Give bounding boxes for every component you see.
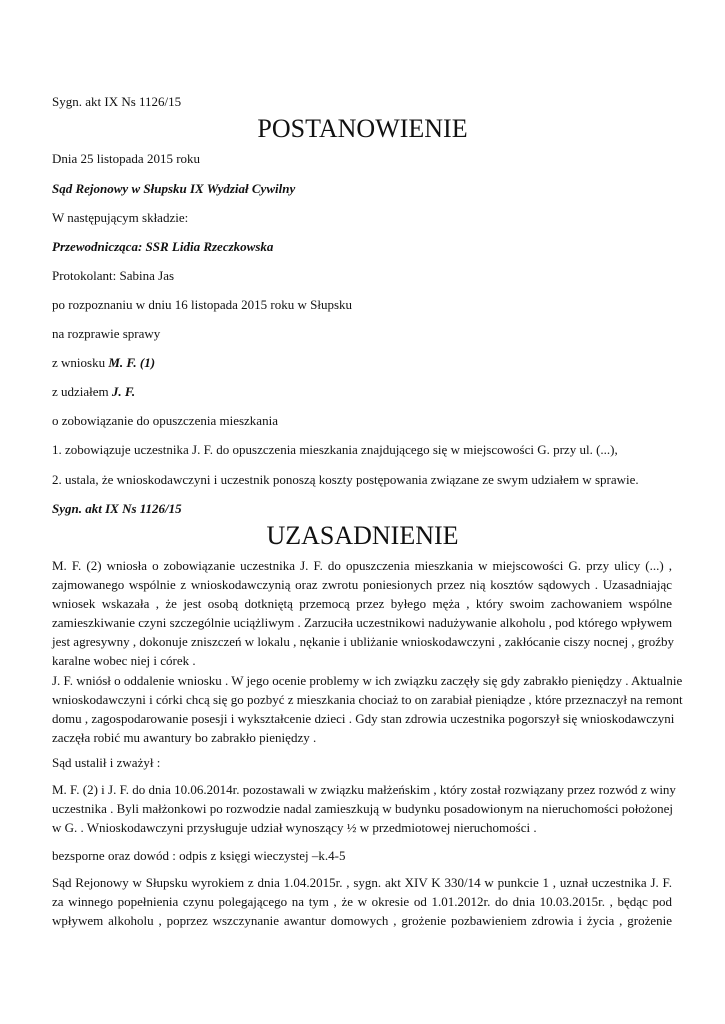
justification-paragraph-1 (52, 556, 672, 670)
paragraph-line: wnioskodawczyni i córki chcą się go pozbyć z mieszkania chociaż to on zarabiał pieniądze , które przeznaczył na remont (52, 692, 683, 707)
court-clerk: Protokolant: Sabina Jas (52, 268, 175, 283)
paragraph-line: uczestnika . Byli małżonkowi po rozwodzie nadal zamieszkują w budynku posadowionym na nieruchomości położonej (52, 801, 673, 816)
decision-date: Dnia 25 listopada 2015 roku (52, 151, 201, 166)
motion-party: M. F. (1) (108, 355, 156, 370)
paragraph-line: Sąd Rejonowy w Słupsku wyrokiem z dnia 1.04.2015r. , sygn. akt XIV K 330/14 w punkcie 1 , uznał uczestnika J. F. (52, 875, 672, 890)
trial-label: na rozprawie sprawy (52, 326, 161, 341)
motion-line (52, 355, 155, 371)
motion-prefix: z wniosku (52, 355, 109, 370)
hearing-info: po rozpoznaniu w dniu 16 listopada 2015 roku w Słupsku (52, 297, 353, 312)
paragraph-line: zajmowanego wspólnie z wnioskodawczynią oraz zwrotu poniesionych przez nią kosztów sądowych . Uzasadniając (52, 577, 672, 592)
paragraph-line: M. F. (2) wniosła o zobowiązanie uczestnika J. F. do opuszczenia mieszkania w miejscowości G. przy ulicy (...) , (52, 558, 672, 573)
document-title: POSTANOWIENIE (257, 114, 468, 143)
court-findings-label: Sąd ustalił i zważył : (52, 755, 161, 770)
paragraph-line: zamieszkiwanie czyni szczególnie uciążliwym . Zarzuciła uczestnikowi nadużywanie alkoholu , pod którego wpływem (52, 615, 673, 630)
paragraph-line: domu , zagospodarowanie posesji i wykształcenie dzieci . Gdy stan zdrowia uczestnika pogorszył się wnioskodawczyni (52, 711, 675, 726)
paragraph-line: M. F. (2) i J. F. do dnia 10.06.2014r. pozostawali w związku małżeńskim , który został rozwiązany przez rozwód z winy (52, 782, 676, 797)
court-name: Sąd Rejonowy w Słupsku IX Wydział Cywilny (52, 181, 296, 196)
ruling-item: 1. zobowiązuje uczestnika J. F. do opuszczenia mieszkania znajdującego się w miejscowości G. przy ul. (...), (52, 442, 618, 457)
justification-paragraph-4 (52, 780, 676, 837)
presiding-judge: Przewodnicząca: SSR Lidia Rzeczkowska (52, 239, 274, 254)
case-signature-top: Sygn. akt IX Ns 1126/15 (52, 94, 182, 109)
justification-title: UZASADNIENIE (266, 521, 459, 550)
paragraph-line: za winnego popełnienia czynu polegającego na tym , że w okresie od 1.01.2012r. do dnia 10.03.2015r. , będąc pod (52, 894, 672, 909)
paragraph-line: karalne wobec niej i córek . (52, 653, 196, 668)
ruling-item: 2. ustala, że wnioskodawczyni i uczestnik ponoszą koszty postępowania związane ze swym udziałem w sprawie. (52, 472, 639, 487)
participant-party: J. F. (111, 384, 136, 399)
justification-paragraph-6 (52, 873, 672, 930)
justification-paragraph-2 (52, 671, 683, 747)
paragraph-line: wniosek wskazała , że jest osobą dotkniętą przemocą przez byłego męża , który swoim zachowaniem wspólne (52, 596, 672, 611)
participant-prefix: z udziałem (52, 384, 112, 399)
composition-label: W następującym składzie: (52, 210, 189, 225)
case-subject: o zobowiązanie do opuszczenia mieszkania (52, 413, 278, 428)
paragraph-line: zaczęła robić mu awantury bo zabrakło pieniędzy . (52, 730, 317, 745)
case-signature-justification: Sygn. akt IX Ns 1126/15 (52, 501, 182, 516)
paragraph-line: wpływem alkoholu , poprzez wszczynanie awantur domowych , grożenie pozbawieniem zdrowia i życia , grożenie (52, 913, 672, 928)
participant-line (52, 384, 135, 400)
paragraph-line: w G. . Wnioskodawczyni przysługuje udział wynoszący ½ w przedmiotowej nieruchomości . (52, 820, 537, 835)
paragraph-line: jest agresywny , dokonuje zniszczeń w lokalu , nękanie i ubliżanie wnioskodawczyni , zakłócanie ciszy nocnej , groźby (52, 634, 674, 649)
evidence-note: bezsporne oraz dowód : odpis z księgi wieczystej –k.4-5 (52, 848, 346, 863)
paragraph-line: J. F. wniósł o oddalenie wniosku . W jego ocenie problemy w ich związku zaczęły się gdy zabrakło pieniędzy . Aktualnie (52, 673, 683, 688)
